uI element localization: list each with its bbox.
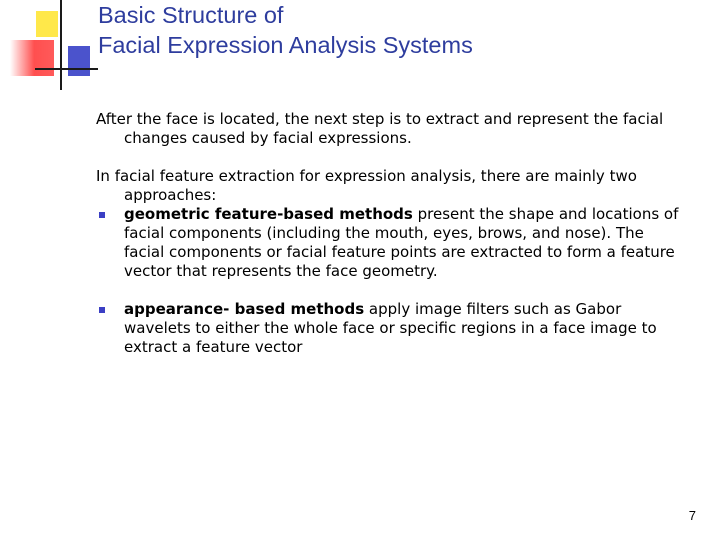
bullet-text: present the shape and locations of facial components (including the mouth, eyes, brows, and nose). The facial components or facial feature points are extracted to form a feature vector that represents the face geometry. — [124, 205, 679, 280]
blue-square — [68, 46, 90, 76]
slide-body — [96, 110, 686, 357]
bullet-text: apply image filters such as Gabor wavelets to either the whole face or specific regions in a face image to extract a feature vector — [124, 300, 657, 356]
title-line-2: Facial Expression Analysis Systems — [98, 32, 473, 58]
red-square — [10, 40, 54, 76]
slide-title — [98, 0, 473, 60]
square-bullet-icon — [99, 307, 105, 313]
intro-paragraph: After the face is located, the next step is to extract and represent the facial changes caused by facial expressions. — [96, 110, 664, 147]
yellow-square — [36, 11, 58, 37]
decorative-logo — [0, 0, 100, 90]
bullet-term: appearance- based methods — [124, 300, 365, 318]
approaches-list — [96, 205, 686, 357]
horizontal-line — [35, 68, 98, 70]
vertical-line — [60, 0, 62, 90]
bullet-term: geometric feature-based methods — [124, 205, 413, 223]
title-line-1: Basic Structure of — [98, 2, 284, 28]
list-item — [96, 300, 686, 357]
list-item — [96, 205, 686, 281]
square-bullet-icon — [99, 212, 105, 218]
page-number: 7 — [688, 508, 696, 523]
approaches-paragraph: In facial feature extraction for expression analysis, there are mainly two approaches: — [96, 167, 637, 204]
